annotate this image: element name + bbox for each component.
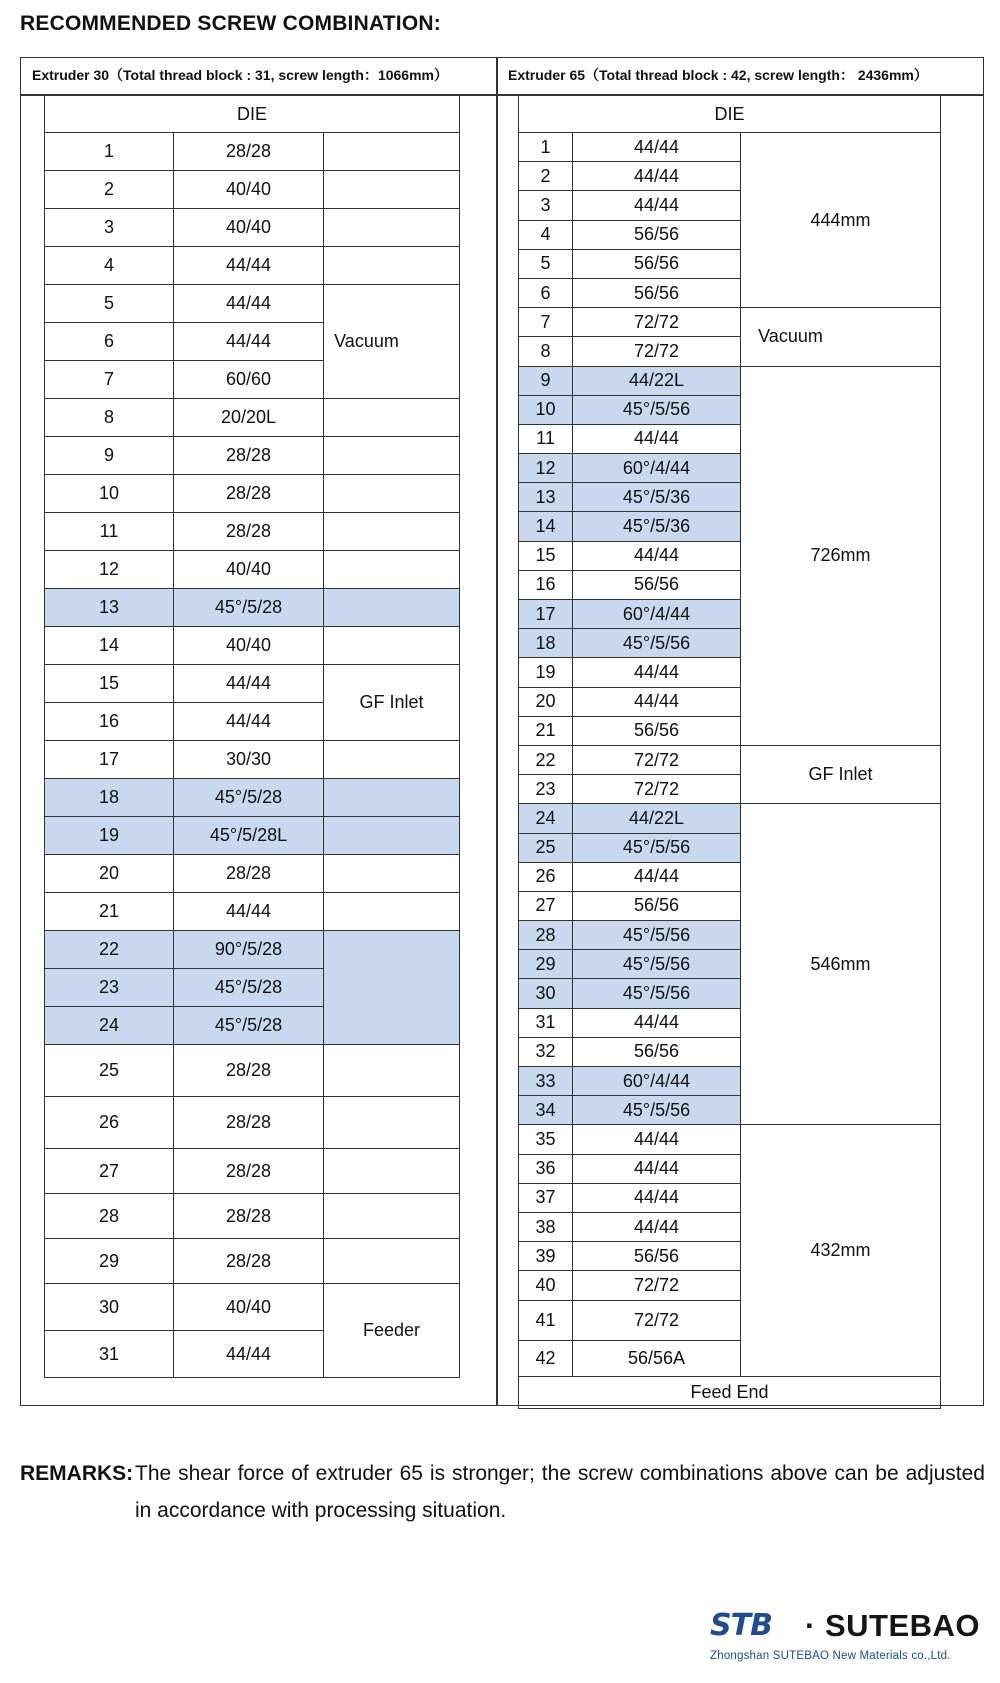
block-spec: 45°/5/28 [174, 589, 324, 627]
zone-note [324, 931, 460, 1045]
zone-note [324, 1194, 460, 1239]
block-number: 29 [44, 1239, 174, 1284]
block-spec: 45°/5/56 [573, 834, 741, 863]
block-number: 17 [44, 741, 174, 779]
zone-note [324, 171, 460, 209]
block-spec: 45°/5/28 [174, 779, 324, 817]
block-spec: 28/28 [174, 1194, 324, 1239]
block-spec: 56/56 [573, 1038, 741, 1067]
zone-note [324, 741, 460, 779]
block-number: 6 [44, 323, 174, 361]
block-number: 27 [518, 892, 573, 921]
block-spec: 44/44 [573, 1184, 741, 1213]
block-number: 14 [518, 512, 573, 541]
block-number: 10 [44, 475, 174, 513]
block-number: 19 [44, 817, 174, 855]
extruder-65-table [518, 95, 941, 1409]
block-spec: 44/44 [573, 425, 741, 454]
zone-note: Feeder [324, 1284, 460, 1378]
block-number: 17 [518, 600, 573, 629]
block-number: 29 [518, 950, 573, 979]
block-spec: 44/44 [573, 658, 741, 687]
zone-note [324, 513, 460, 551]
block-number: 12 [518, 454, 573, 483]
block-number: 2 [44, 171, 174, 209]
block-spec: 45°/5/56 [573, 629, 741, 658]
block-number: 24 [44, 1007, 174, 1045]
block-number: 5 [518, 250, 573, 279]
block-number: 20 [44, 855, 174, 893]
block-number: 18 [518, 629, 573, 658]
block-spec: 72/72 [573, 1271, 741, 1300]
block-spec: 28/28 [174, 1097, 324, 1149]
zone-note [324, 627, 460, 665]
block-spec: 56/56A [573, 1341, 741, 1377]
block-number: 8 [518, 337, 573, 366]
block-number: 9 [44, 437, 174, 475]
die-header: DIE [44, 95, 460, 133]
block-spec: 28/28 [174, 1045, 324, 1097]
block-number: 21 [518, 717, 573, 746]
block-spec: 44/44 [573, 1213, 741, 1242]
block-spec: 56/56 [573, 279, 741, 308]
block-spec: 40/40 [174, 1284, 324, 1331]
block-number: 24 [518, 804, 573, 833]
logo-name: · SUTEBAO [805, 1608, 981, 1643]
block-number: 3 [44, 209, 174, 247]
block-number: 38 [518, 1213, 573, 1242]
block-spec: 44/44 [573, 1155, 741, 1184]
block-spec: 60°/4/44 [573, 454, 741, 483]
block-number: 35 [518, 1125, 573, 1154]
block-number: 26 [518, 863, 573, 892]
block-number: 13 [44, 589, 174, 627]
block-spec: 60°/4/44 [573, 1067, 741, 1096]
block-number: 11 [518, 425, 573, 454]
block-spec: 60/60 [174, 361, 324, 399]
zone-note [324, 1097, 460, 1149]
block-spec: 44/44 [174, 665, 324, 703]
block-spec: 45°/5/28 [174, 969, 324, 1007]
block-spec: 44/44 [573, 688, 741, 717]
panel-divider [496, 57, 498, 1406]
block-number: 8 [44, 399, 174, 437]
block-spec: 60°/4/44 [573, 600, 741, 629]
block-spec: 40/40 [174, 551, 324, 589]
block-number: 2 [518, 162, 573, 191]
block-spec: 28/28 [174, 1239, 324, 1284]
block-number: 1 [518, 133, 573, 162]
block-number: 1 [44, 133, 174, 171]
block-spec: 45°/5/36 [573, 483, 741, 512]
block-spec: 20/20L [174, 399, 324, 437]
block-number: 7 [44, 361, 174, 399]
block-number: 41 [518, 1301, 573, 1341]
remarks-label: REMARKS: [20, 1462, 134, 1485]
block-spec: 44/44 [174, 703, 324, 741]
block-spec: 45°/5/28L [174, 817, 324, 855]
block-spec: 28/28 [174, 475, 324, 513]
zone-note [324, 1045, 460, 1097]
block-spec: 44/44 [174, 1331, 324, 1378]
block-spec: 44/44 [573, 542, 741, 571]
block-number: 16 [518, 571, 573, 600]
block-spec: 28/28 [174, 133, 324, 171]
block-number: 23 [518, 775, 573, 804]
block-spec: 45°/5/56 [573, 1096, 741, 1125]
block-spec: 44/22L [573, 367, 741, 396]
block-spec: 45°/5/56 [573, 921, 741, 950]
logo-subtitle: Zhongshan SUTEBAO New Materials co.,Ltd. [710, 1650, 951, 1662]
block-spec: 28/28 [174, 1149, 324, 1194]
block-spec: 44/44 [573, 863, 741, 892]
zone-note [324, 1239, 460, 1284]
zone-note [324, 893, 460, 931]
block-number: 21 [44, 893, 174, 931]
block-number: 32 [518, 1038, 573, 1067]
block-number: 12 [44, 551, 174, 589]
zone-note: 546mm [741, 804, 941, 1125]
zone-note [324, 1149, 460, 1194]
block-spec: 45°/5/56 [573, 979, 741, 1008]
block-number: 22 [44, 931, 174, 969]
zone-note: Vacuum [741, 308, 941, 366]
page-title: RECOMMENDED SCREW COMBINATION: [20, 12, 441, 35]
zone-note [324, 247, 460, 285]
block-spec: 44/44 [174, 323, 324, 361]
block-spec: 44/44 [573, 133, 741, 162]
block-spec: 72/72 [573, 308, 741, 337]
zone-note: 432mm [741, 1125, 941, 1376]
right-panel-title: Extruder 65（Total thread block : 42, screw length： 2436mm） [508, 67, 928, 83]
zone-note [324, 779, 460, 817]
block-number: 37 [518, 1184, 573, 1213]
block-spec: 28/28 [174, 437, 324, 475]
block-number: 33 [518, 1067, 573, 1096]
block-spec: 90°/5/28 [174, 931, 324, 969]
block-spec: 56/56 [573, 1242, 741, 1271]
block-number: 15 [518, 542, 573, 571]
zone-note: GF Inlet [324, 665, 460, 741]
block-spec: 56/56 [573, 221, 741, 250]
block-spec: 44/44 [573, 191, 741, 220]
block-number: 5 [44, 285, 174, 323]
block-spec: 72/72 [573, 775, 741, 804]
block-number: 34 [518, 1096, 573, 1125]
block-spec: 56/56 [573, 571, 741, 600]
block-spec: 45°/5/56 [573, 950, 741, 979]
zone-note [324, 133, 460, 171]
block-number: 14 [44, 627, 174, 665]
zone-note [324, 209, 460, 247]
company-logo [710, 1608, 985, 1668]
block-spec: 40/40 [174, 627, 324, 665]
block-spec: 56/56 [573, 892, 741, 921]
block-spec: 44/44 [573, 1009, 741, 1038]
block-number: 13 [518, 483, 573, 512]
block-spec: 44/22L [573, 804, 741, 833]
zone-note: 726mm [741, 367, 941, 746]
block-spec: 40/40 [174, 171, 324, 209]
block-number: 25 [518, 834, 573, 863]
block-number: 18 [44, 779, 174, 817]
zone-note: Vacuum [324, 285, 460, 399]
zone-note: GF Inlet [741, 746, 941, 804]
block-spec: 30/30 [174, 741, 324, 779]
block-spec: 28/28 [174, 855, 324, 893]
block-number: 36 [518, 1155, 573, 1184]
block-number: 23 [44, 969, 174, 1007]
zone-note [324, 817, 460, 855]
block-number: 11 [44, 513, 174, 551]
block-number: 42 [518, 1341, 573, 1377]
block-spec: 72/72 [573, 337, 741, 366]
remarks-text: The shear force of extruder 65 is stronger; the screw combinations above can be adjusted in accordance with processing situation. [135, 1462, 985, 1522]
block-spec: 56/56 [573, 250, 741, 279]
block-number: 6 [518, 279, 573, 308]
block-number: 27 [44, 1149, 174, 1194]
extruder-30-table [44, 95, 460, 1378]
block-spec: 45°/5/56 [573, 396, 741, 425]
block-number: 10 [518, 396, 573, 425]
block-number: 19 [518, 658, 573, 687]
block-number: 7 [518, 308, 573, 337]
block-spec: 72/72 [573, 1301, 741, 1341]
block-number: 31 [44, 1331, 174, 1378]
block-number: 22 [518, 746, 573, 775]
block-spec: 28/28 [174, 513, 324, 551]
block-number: 4 [44, 247, 174, 285]
block-number: 30 [518, 979, 573, 1008]
block-number: 3 [518, 191, 573, 220]
block-spec: 44/44 [174, 285, 324, 323]
block-number: 26 [44, 1097, 174, 1149]
zone-note [324, 475, 460, 513]
left-panel-title: Extruder 30（Total thread block : 31, screw length：1066mm） [32, 67, 448, 83]
zone-note [324, 437, 460, 475]
block-number: 31 [518, 1009, 573, 1038]
block-spec: 45°/5/28 [174, 1007, 324, 1045]
remarks [20, 1455, 985, 1522]
block-number: 39 [518, 1242, 573, 1271]
block-number: 9 [518, 367, 573, 396]
logo-mark-icon: STB [710, 1608, 772, 1643]
block-spec: 45°/5/36 [573, 512, 741, 541]
block-number: 40 [518, 1271, 573, 1300]
zone-note [324, 855, 460, 893]
block-number: 20 [518, 688, 573, 717]
feed-end-footer: Feed End [518, 1377, 941, 1409]
block-number: 15 [44, 665, 174, 703]
block-spec: 72/72 [573, 746, 741, 775]
die-header: DIE [518, 95, 941, 133]
block-number: 28 [518, 921, 573, 950]
zone-note [324, 589, 460, 627]
zone-note: 444mm [741, 133, 941, 308]
block-number: 16 [44, 703, 174, 741]
block-spec: 44/44 [573, 1125, 741, 1154]
block-spec: 56/56 [573, 717, 741, 746]
zone-note [324, 551, 460, 589]
zone-note [324, 399, 460, 437]
block-number: 4 [518, 221, 573, 250]
block-number: 25 [44, 1045, 174, 1097]
block-spec: 44/44 [174, 247, 324, 285]
block-number: 30 [44, 1284, 174, 1331]
block-spec: 40/40 [174, 209, 324, 247]
block-spec: 44/44 [573, 162, 741, 191]
block-spec: 44/44 [174, 893, 324, 931]
block-number: 28 [44, 1194, 174, 1239]
